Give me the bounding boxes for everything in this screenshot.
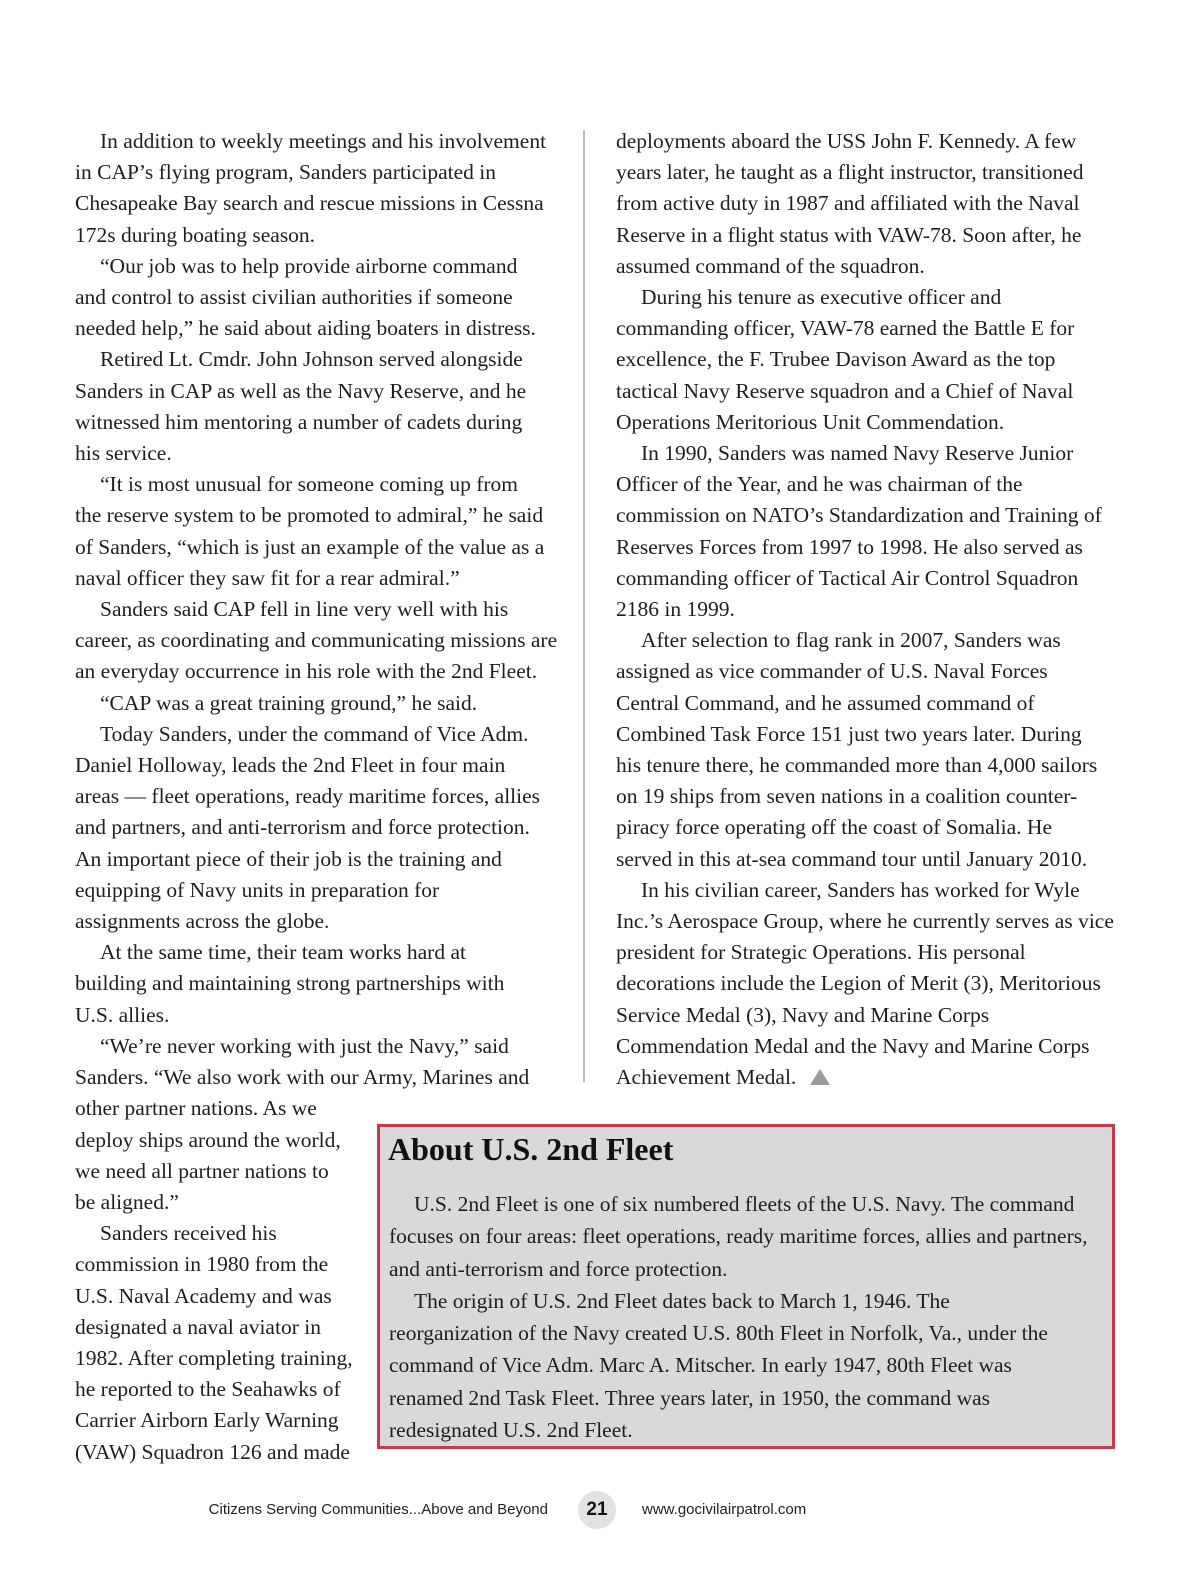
paragraph-line: In addition to weekly meetings and his involvement	[100, 129, 547, 153]
paragraph-line: years later, he taught as a flight instructor, transitioned	[616, 160, 1084, 185]
paragraph-line: served in this at-sea command tour until January 2010.	[616, 846, 1088, 871]
column-divider	[583, 130, 585, 1082]
sidebar-line: reorganization of the Navy created U.S. 80th Fleet in Norfolk, Va., under the	[389, 1321, 1048, 1346]
paragraph-line: deployments aboard the USS John F. Kennedy. A few	[616, 129, 1077, 153]
paragraph-line: 172s during boating season.	[75, 222, 316, 247]
paragraph-line: commanding officer, VAW-78 earned the Battle E for	[616, 316, 1075, 341]
paragraph-line: 1982. After completing training,	[75, 1345, 353, 1370]
paragraph-line: Combined Task Force 151 just two years later. During	[616, 721, 1082, 746]
paragraph-line: deploy ships around the world,	[75, 1127, 341, 1152]
paragraph-line: from active duty in 1987 and affiliated with the Naval	[616, 191, 1080, 216]
footer-tagline: Citizens Serving Communities...Above and Beyond	[208, 1501, 548, 1518]
paragraph-line: At the same time, their team works hard at	[100, 940, 466, 965]
paragraph-line: An important piece of their job is the training and	[75, 846, 502, 871]
sidebar-line: and anti-terrorism and force protection.	[389, 1256, 728, 1281]
paragraph-line: assumed command of the squadron.	[616, 253, 925, 278]
paragraph-line: commanding officer of Tactical Air Control Squadron	[616, 565, 1079, 590]
paragraph-line: and partners, and anti-terrorism and force protection.	[75, 815, 530, 840]
paragraph-line: other partner nations. As we	[75, 1096, 317, 1121]
paragraph-line: Retired Lt. Cmdr. John Johnson served alongside	[100, 347, 523, 372]
paragraph-line: Inc.’s Aerospace Group, where he currently serves as vice	[616, 909, 1114, 934]
paragraph-line: assigned as vice commander of U.S. Naval Forces	[616, 659, 1048, 684]
paragraph-line: Sanders. “We also work with our Army, Marines and	[75, 1065, 530, 1090]
paragraph-line: designated a naval aviator in	[75, 1314, 321, 1339]
paragraph-line: U.S. allies.	[75, 1002, 170, 1027]
paragraph-line: In his civilian career, Sanders has worked for Wyle	[641, 877, 1080, 902]
paragraph-line: U.S. Naval Academy and was	[75, 1283, 332, 1308]
paragraph-line: Sanders received his	[100, 1221, 277, 1246]
sidebar-line: The origin of U.S. 2nd Fleet dates back to March 1, 1946. The	[414, 1288, 950, 1313]
paragraph-line: the reserve system to be promoted to admiral,” he said	[75, 503, 544, 528]
paragraph-line: his tenure there, he commanded more than 4,000 sailors	[616, 753, 1098, 778]
paragraph-line: Reserve in a flight status with VAW-78. Soon after, he	[616, 222, 1082, 247]
paragraph-line: building and maintaining strong partnerships with	[75, 971, 505, 996]
page-number: 21	[578, 1491, 616, 1529]
paragraph-line: “CAP was a great training ground,” he said.	[100, 690, 478, 715]
paragraph-line: witnessed him mentoring a number of cadets during	[75, 409, 523, 434]
sidebar-body	[389, 1188, 1105, 1446]
paragraph-line: excellence, the F. Trubee Davison Award as the top	[616, 347, 1056, 372]
sidebar-line: command of Vice Adm. Marc A. Mitscher. In early 1947, 80th Fleet was	[389, 1353, 1012, 1378]
paragraph-line: president for Strategic Operations. His personal	[616, 940, 1026, 965]
paragraph-line: decorations include the Legion of Merit (3), Meritorious	[616, 971, 1101, 996]
paragraph-line: equipping of Navy units in preparation for	[75, 877, 440, 902]
paragraph-line: Reserves Forces from 1997 to 1998. He also served as	[616, 534, 1083, 559]
page-footer	[0, 1491, 1200, 1531]
paragraph-line: Service Medal (3), Navy and Marine Corps	[616, 1002, 990, 1027]
paragraph-line: 2186 in 1999.	[616, 597, 735, 622]
paragraph-line: assignments across the globe.	[75, 909, 330, 934]
paragraph-line: Commendation Medal and the Navy and Marine Corps	[616, 1033, 1090, 1058]
paragraph-line: commission in 1980 from the	[75, 1252, 329, 1277]
paragraph-line: of Sanders, “which is just an example of the value as a	[75, 534, 545, 559]
paragraph-line: Central Command, and he assumed command of	[616, 690, 1035, 715]
sidebar-line: renamed 2nd Task Fleet. Three years later, in 1950, the command was	[389, 1385, 991, 1410]
paragraph-line: Daniel Holloway, leads the 2nd Fleet in four main	[75, 753, 506, 778]
paragraph-line: “Our job was to help provide airborne command	[100, 253, 518, 278]
last-line-text: Achievement Medal.	[616, 1065, 797, 1090]
sidebar-line: redesignated U.S. 2nd Fleet.	[389, 1418, 633, 1443]
paragraph-line: After selection to flag rank in 2007, Sanders was	[641, 628, 1061, 653]
about-2nd-fleet-sidebar	[377, 1124, 1115, 1449]
paragraph-line: commission on NATO’s Standardization and Training of	[616, 503, 1102, 528]
sidebar-line: U.S. 2nd Fleet is one of six numbered fleets of the U.S. Navy. The command	[414, 1192, 1075, 1216]
paragraph-line: Operations Meritorious Unit Commendation.	[616, 409, 1005, 434]
paragraph-line: an everyday occurrence in his role with the 2nd Fleet.	[75, 659, 538, 684]
article-right-column	[616, 126, 1126, 1093]
paragraph-line: Today Sanders, under the command of Vice Adm.	[100, 721, 529, 746]
paragraph-line: needed help,” he said about aiding boaters in distress.	[75, 316, 536, 341]
paragraph-line: areas — fleet operations, ready maritime forces, allies	[75, 784, 541, 809]
paragraph-line: “We’re never working with just the Navy,” said	[100, 1033, 509, 1058]
paragraph-line: Chesapeake Bay search and rescue missions in Cessna	[75, 191, 544, 216]
paragraph-line: in CAP’s flying program, Sanders participated in	[75, 160, 496, 185]
paragraph-line: Sanders said CAP fell in line very well with his	[100, 597, 509, 622]
paragraph-line: piracy force operating off the coast of Somalia. He	[616, 815, 1053, 840]
sidebar-line: focuses on four areas: fleet operations, ready maritime forces, allies and partners,	[389, 1224, 1088, 1249]
paragraph-line: and control to assist civilian authorities if someone	[75, 285, 513, 310]
paragraph-line: career, as coordinating and communicating missions are	[75, 628, 558, 653]
paragraph-line: Officer of the Year, and he was chairman of the	[616, 472, 1023, 497]
paragraph-line-last	[616, 1062, 1126, 1093]
paragraph-line: In 1990, Sanders was named Navy Reserve Junior	[641, 441, 1074, 466]
end-of-article-triangle-icon	[810, 1069, 830, 1085]
footer-website-link[interactable]: www.gocivilairpatrol.com	[642, 1501, 807, 1518]
paragraph-line: “It is most unusual for someone coming up from	[100, 472, 518, 497]
paragraph-line: naval officer they saw fit for a rear admiral.”	[75, 565, 460, 590]
paragraph-line: Sanders in CAP as well as the Navy Reserve, and he	[75, 378, 527, 403]
paragraph-line: Carrier Airborn Early Warning	[75, 1408, 339, 1433]
paragraph-line: his service.	[75, 441, 172, 466]
paragraph-line: he reported to the Seahawks of	[75, 1377, 341, 1402]
paragraph-line: (VAW) Squadron 126 and made	[75, 1439, 350, 1464]
paragraph-line: During his tenure as executive officer and	[641, 285, 1002, 310]
paragraph-line: tactical Navy Reserve squadron and a Chief of Naval	[616, 378, 1074, 403]
paragraph-line: on 19 ships from seven nations in a coalition counter-	[616, 784, 1078, 809]
sidebar-title: About U.S. 2nd Fleet	[388, 1131, 674, 1167]
paragraph-line: we need all partner nations to	[75, 1158, 329, 1183]
paragraph-line: be aligned.”	[75, 1189, 179, 1214]
